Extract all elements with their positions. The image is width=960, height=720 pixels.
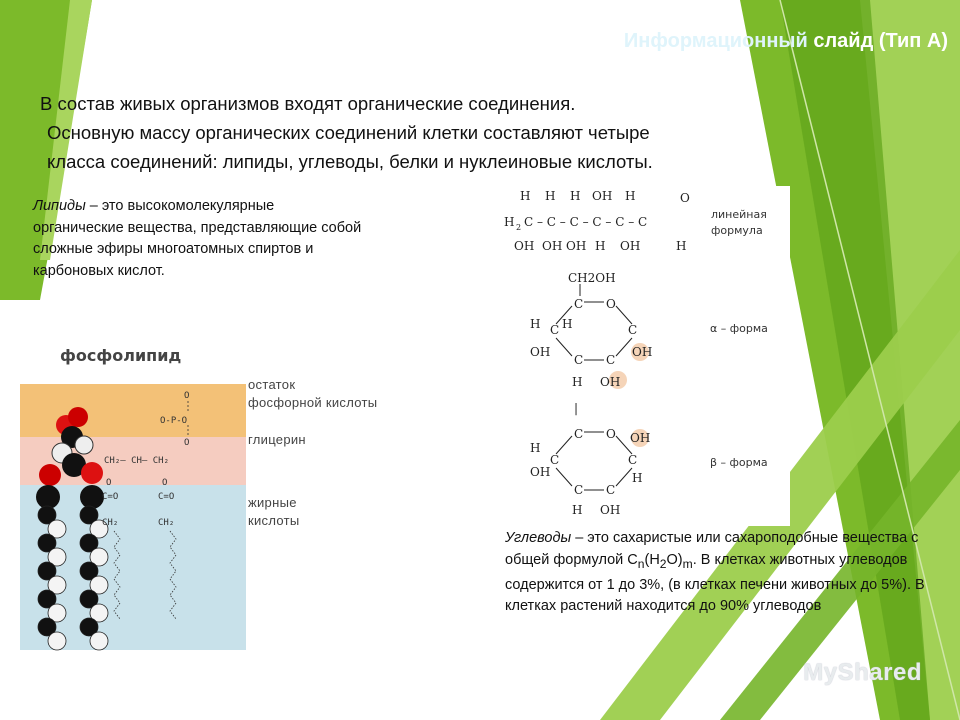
svg-text:H: H [530, 317, 541, 331]
slide-title-faint: Информационный [623, 30, 808, 52]
svg-text:|: | [574, 401, 579, 415]
glucose-linear-formula [504, 189, 690, 253]
svg-text:OH: OH [620, 239, 641, 253]
label-phosphate-1: остаток [248, 377, 296, 392]
carbs-def1: – это сахаристые или сахароподобные вещества с общей формулой [505, 530, 919, 568]
svg-text:C: C [550, 453, 560, 467]
svg-text:C=O: C=O [102, 492, 119, 502]
svg-text:H: H [570, 189, 581, 203]
chain-atom [90, 632, 108, 650]
intro-line-1: В состав живых организмов входят органические соединения. [40, 93, 576, 114]
svg-text:C: C [550, 323, 560, 337]
formula-c: С [627, 551, 638, 568]
slide-title-main: слайд (Тип А) [807, 30, 948, 52]
carbs-definition [505, 528, 925, 618]
svg-text:O: O [606, 427, 616, 441]
svg-text:O-P-O: O-P-O [160, 416, 188, 426]
watermark-logo: MyShared [803, 659, 922, 686]
label-glycerol: глицерин [248, 432, 306, 447]
phospholipid-figure [14, 325, 434, 655]
chain-atom [48, 632, 66, 650]
svg-text:OH: OH [542, 239, 563, 253]
svg-text:OH: OH [592, 189, 613, 203]
alpha-label: α – форма [710, 322, 768, 335]
beta-label: β – форма [710, 456, 768, 469]
phospholipid-title: фосфолипид [60, 346, 182, 365]
alpha-ring-atoms [530, 271, 652, 389]
label-fatty-2: кислоты [248, 513, 300, 528]
svg-text:O: O [184, 438, 190, 448]
svg-text:H: H [572, 503, 583, 517]
svg-text:OH: OH [630, 431, 651, 445]
formula-h2o-open: (Н [644, 551, 660, 568]
label-phosphate-2: фосфорной кислоты [248, 395, 378, 410]
svg-text:OH: OH [514, 239, 535, 253]
svg-text:H: H [504, 215, 515, 229]
svg-text:O: O [680, 191, 690, 205]
intro-line-2: Основную массу органических соединений клетки составляют четыре [47, 122, 650, 143]
phospholipid-diagram [14, 325, 434, 655]
svg-text:H: H [562, 317, 573, 331]
slide-title [624, 30, 948, 53]
lipids-definition-text: – это высокомолекулярные органические вещества, представляющие собой сложные эфиры многоатомных спиртов и карбоновых кислот. [33, 198, 362, 279]
svg-text:C: C [606, 483, 616, 497]
svg-text:2: 2 [516, 223, 522, 232]
svg-text:CH₂: CH₂ [158, 518, 175, 528]
svg-text:OH: OH [600, 503, 621, 517]
svg-text:OH: OH [566, 239, 587, 253]
formula-m: m [682, 556, 693, 571]
ch2oh-alpha: CH2OH [568, 271, 616, 285]
svg-text:CH₂: CH₂ [102, 518, 119, 528]
svg-text:H: H [595, 239, 606, 253]
svg-text:C: C [628, 453, 638, 467]
svg-text:H: H [520, 189, 531, 203]
svg-text:O: O [606, 297, 616, 311]
svg-text:C: C [628, 323, 638, 337]
lipids-term: Липиды [33, 198, 86, 214]
svg-text:OH: OH [632, 345, 653, 359]
svg-text:H: H [545, 189, 556, 203]
svg-text:H: H [625, 189, 636, 203]
svg-text:C=O: C=O [158, 492, 175, 502]
carbs-term: Углеводы [505, 530, 572, 546]
svg-text:C: C [574, 297, 584, 311]
glucose-structures [500, 186, 790, 526]
formula-n: n [637, 556, 645, 571]
svg-text:O: O [162, 478, 168, 488]
svg-text:H: H [632, 471, 643, 485]
svg-text:CH₂— CH— CH₂: CH₂— CH— CH₂ [104, 456, 170, 466]
formula-h2o-close: О) [666, 551, 683, 568]
svg-text:C: C [574, 353, 584, 367]
lipids-definition [33, 196, 363, 282]
carbs-def2: . В клетках животных углеводов содержится от 1 до 3%, (в клетках печени животных до 5%). В клетках растений находится до 90% углеводов [505, 551, 925, 615]
intro-line-3: класса соединений: липиды, углеводы, белки и нуклеиновые кислоты. [47, 151, 653, 172]
svg-text:OH: OH [530, 465, 551, 479]
glucose-figure [500, 186, 790, 526]
svg-text:O: O [184, 391, 190, 401]
beta-ring-atoms [530, 401, 650, 517]
svg-text:C – C – C – C – C – C: C – C – C – C – C – C [524, 215, 648, 229]
svg-text:O: O [106, 478, 112, 488]
svg-text:H: H [530, 441, 541, 455]
linear-label-2: формула [711, 224, 763, 237]
svg-text:C: C [606, 353, 616, 367]
phosphate-band [20, 384, 246, 437]
label-fatty-1: жирные [248, 495, 297, 510]
svg-text:OH: OH [530, 345, 551, 359]
svg-text:H: H [572, 375, 583, 389]
formula-two: 2 [659, 556, 667, 571]
svg-text:C: C [574, 483, 584, 497]
svg-text:H: H [676, 239, 687, 253]
svg-text:OH: OH [600, 375, 621, 389]
svg-text:C: C [574, 427, 584, 441]
linear-label-1: линейная [711, 208, 767, 221]
